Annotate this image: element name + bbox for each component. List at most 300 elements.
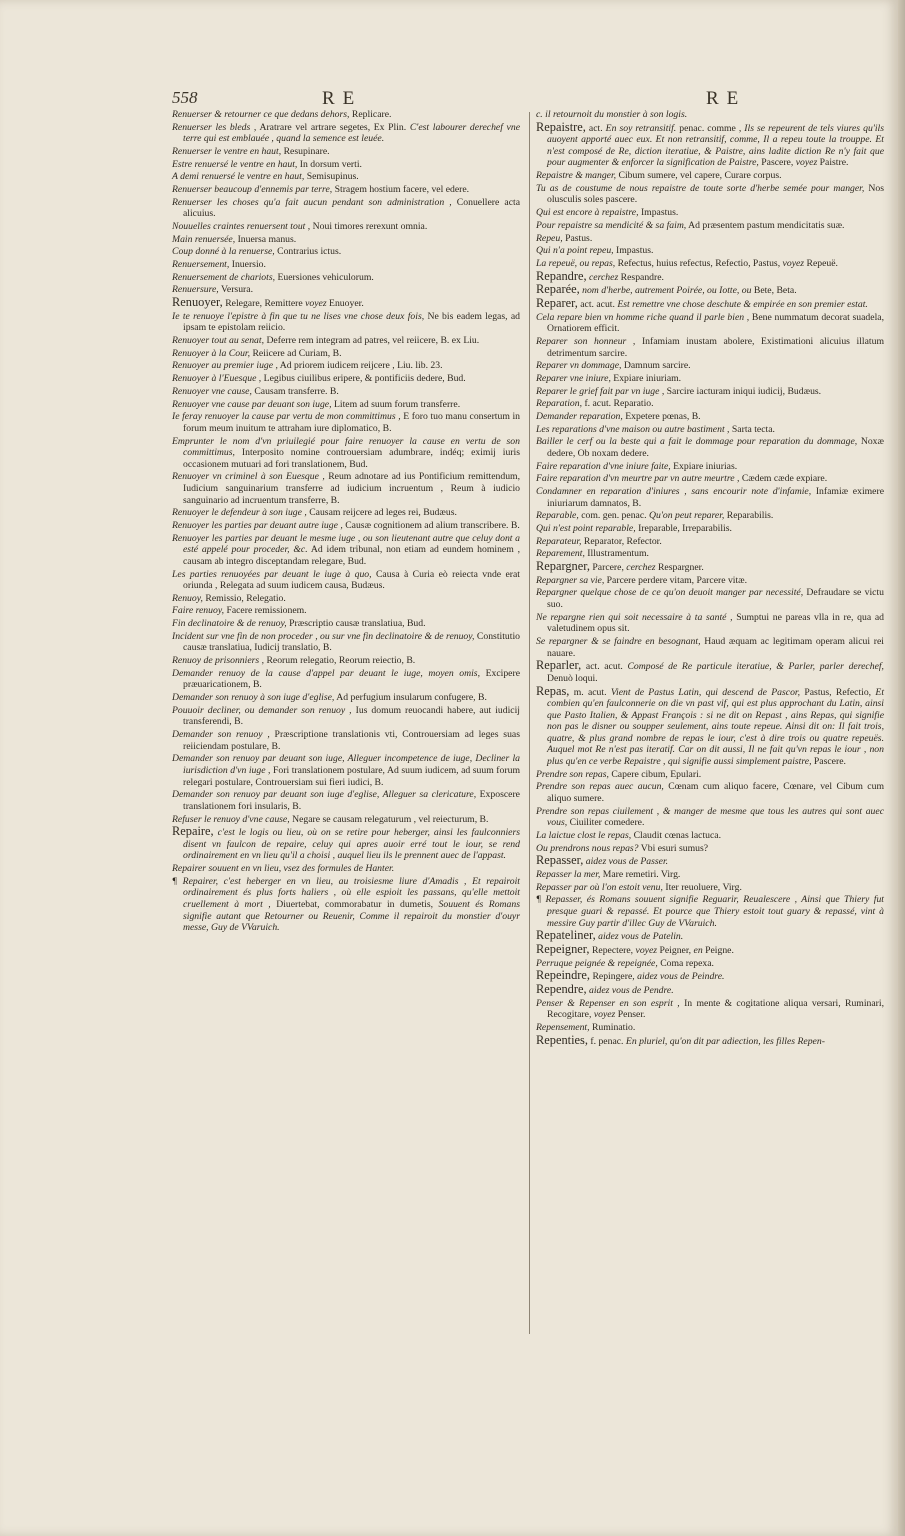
dictionary-entry [536,970,884,983]
entry-french-text: Repeu, [536,232,563,244]
dictionary-entry [536,1022,884,1034]
dictionary-entry [536,882,884,894]
dictionary-entry [536,245,884,257]
entry-headword: Repargner, [536,559,590,573]
dictionary-entry [536,360,884,372]
dictionary-entry [172,605,520,617]
entry-latin-text: act. acut. [581,661,623,673]
entry-latin-text: Interposito nomine controuersiam adumbrare, indéq; eximij iuris occasionem mutuari ad fori translationem, Bud. [183,447,520,470]
entry-latin-text: Penser. [615,1009,646,1021]
dictionary-entry [536,536,884,548]
entry-french-text: Ie te renuoye l'epistre à fin que tu ne lises vne chose deux fois, [172,310,425,322]
entry-latin-text: f. acut. Reparatio. [582,398,654,410]
entry-french-text: Renuoyer vn criminel à son Euesque , [172,471,325,483]
entry-latin-text: Damnum sarcire. [621,360,691,372]
dictionary-entry [536,373,884,385]
entry-french-text: Cela repare bien vn homme riche quand il parle bien , [536,311,750,323]
entry-french-text: Renuoyer les parties par deuant autre iuge , [172,519,343,531]
entry-french-text: Vient de Pastus Latin, qui descend de Pascor, [606,686,801,698]
entry-latin-text: m. acut. [569,686,607,698]
entry-latin-text: Cœnam cum aliquo facere, Cœnare, vel Cibum cum aliquo sumere. [547,781,884,805]
dictionary-entry [172,109,520,121]
entry-french-text: c. il retournoit du monstier à son logis. [536,109,688,120]
entry-french-text: Ils se repeurent de tels viures qu'ils auoyent apporté auec eux. Et non retransitif, comme, Il a repeu toute la trouppe. Et n'est composé de Re, diction iteratiue, & Paistre, ains ladite diction Re n'y fait que pour augmenter & enforcer la signification de Paistre, [547,122,885,169]
entry-french-text: Emprunter le nom d'vn priuilegié pour faire renuoyer la cause en vertu de son committimus, [172,435,520,459]
entry-latin-text: Expiare iniurias. [670,460,738,472]
entry-french-text: Renuoyer au premier iuge , [172,360,278,372]
entry-latin-text: Aratrare vel artrare segetes, Ex Plin. [256,121,407,133]
dictionary-entry [536,284,884,297]
dictionary-entry [172,297,520,310]
entry-french-text: Repasser la mer, [536,869,601,881]
dictionary-entry [172,234,520,246]
entry-latin-text: Enuoyer. [326,298,364,310]
entry-latin-text: Diuertebat, commorabatur in dumetis, [270,898,434,910]
entry-latin-text: Relegare, Remittere [222,298,306,310]
dictionary-entry [172,386,520,398]
dictionary-entry [172,221,520,233]
entry-french-text: Renuersure, [172,284,219,296]
dictionary-entry [536,998,884,1021]
entry-latin-text: Capere cibum, Epulari. [608,768,702,780]
entry-french-text: Renuoyer à la Cour, [172,347,251,359]
dictionary-entry [536,806,884,829]
entry-latin-text: Bene nummatum decorat suadela, Ornatiorem efficit. [547,311,884,335]
entry-french-text: Renuoyer vne cause par deuant son iuge, [172,398,332,410]
entry-latin-text: Claudit cœnas lactuca. [631,830,722,841]
entry-french-text: Renuerser le ventre en haut, [172,145,282,157]
entry-french-text: ¶ Repasser, és Romans souuent signifie Reguarir, Reualescere , Ainsi que Thiery fut presque guari & repassé. Et pource que Thiery estoit tout guary & repassé, vint à messire Guy partir d'illec Guy de VVaruich. [536,894,884,929]
entry-headword: Repas, [536,683,570,698]
entry-latin-text: Sarcire iacturam iniqui iudicij, Budæus. [664,385,822,397]
entry-latin-text: Defraudare se victu suo. [547,587,884,610]
entry-french-text: Incident sur vne fin de non proceder , ou sur vne fin declinatoire & de renuoy, [172,630,475,642]
entry-headword: Reparée, [536,282,580,297]
entry-french-text: Repensement, [536,1022,590,1034]
entry-french-text: Prendre son repas, [536,768,609,780]
entry-french-text: Renuerser beaucoup d'ennemis par terre, [172,184,333,196]
entry-french-text: Refuser le renuoy d'vne cause, [172,813,290,825]
dictionary-entry [172,272,520,284]
entry-latin-text: Ciuiliter comedere. [567,817,645,829]
dictionary-entry [536,486,884,509]
dictionary-entry [536,424,884,436]
entry-french-text: voyez [782,257,805,269]
entry-french-text: Fin declinatoire & de renuoy, [172,618,287,630]
entry-latin-text: Pastus, Refectio, [800,686,872,698]
dictionary-entry [172,655,520,667]
dictionary-entry [536,336,884,359]
dictionary-entry [172,348,520,360]
entry-latin-text: Remissio, Relegatio. [202,592,286,604]
dictionary-entry [536,561,884,574]
entry-latin-text: Cædem cæde expiare. [739,473,828,485]
entry-french-text: En soy retransitif. [602,122,677,134]
entry-french-text: Renuersement, [172,259,230,271]
entry-french-text: Bailler le cerf ou la beste qui a fait le dommage pour reparation du dommage, [536,436,858,448]
entry-french-text: Demander son renuoy à son iuge d'eglise, [172,692,335,704]
entry-french-text: Repasser par où l'on estoit venu, [536,881,663,893]
dictionary-entry [536,473,884,485]
entry-latin-text: Refectus, huius refectus, Refectio, Pastus, [615,257,783,269]
entry-latin-text: Repectere, [589,945,636,956]
entry-french-text: Qui est encore à repaistre, [536,207,639,219]
entry-latin-text: Ad idem tribunal, non etiam ad eundem hominem , causam ab integro disceptandam relegare, Bud. [183,544,520,567]
entry-latin-text: Reparabilis. [724,510,774,522]
dictionary-entry [536,119,885,169]
entry-latin-text: penac. comme , [676,122,742,134]
dictionary-entry [172,520,520,532]
entry-french-text: aidez vous de Patelin. [595,931,684,943]
entry-french-text: Repaistre & manger, [536,170,617,182]
entry-french-text: Nouuelles craintes renuersent tout , [172,221,311,232]
dictionary-entry [536,510,884,522]
entry-latin-text: Constitutio causæ translatiua, Iudicij translatio, B. [183,630,520,654]
entry-latin-text: Ad perfugium insularum confugere, B. [334,692,487,704]
dictionary-entry [172,814,520,826]
dictionary-entry [536,769,884,781]
dictionary-entry [536,984,884,997]
dictionary-entry [536,170,884,182]
dictionary-entry [172,729,520,752]
entry-french-text: Coup donné à la renuerse, [172,246,275,258]
entry-latin-text: Ad præsentem pastum mendicitatis suæ. [686,219,845,231]
entry-latin-text: Mare remetiri. Virg. [600,869,681,881]
entry-latin-text: Reum adnotare ad ius Pontificium remittendum, Iudicium sanguinarium transferre ad iudicium incruentum , Reum à iudicio sanguinario ad incruentum transferre, B. [183,471,521,506]
entry-french-text: Faire reparation d'vne iniure faite, [536,460,671,472]
entry-french-text: Pour repaistre sa mendicité & sa faim, [536,219,687,231]
entry-french-text: En pluriel, qu'on dit par adiection, les filles Repen- [623,1035,825,1047]
entry-french-text: Renuoyer le defendeur à son iuge , [172,507,307,519]
entry-french-text: Repairer souuent en vn lieu, vsez des formules de Hanter. [172,863,395,875]
entry-latin-text: Impastus. [638,207,679,219]
entry-french-text: en [693,945,703,956]
dictionary-entry [172,171,520,183]
page-edge-shadow [898,0,905,1536]
entry-french-text: Reparer son honneur , [536,335,636,347]
entry-french-text: Renuerser les choses qu'a fait aucun pendant son administration , [172,196,452,208]
entry-french-text: Demander reparation, [536,410,623,422]
entry-latin-text: Coma repexa. [657,957,714,969]
dictionary-entry [536,869,884,881]
entry-latin-text: Sumptui ne pareas vlla in re, qua ad valetudinem opus sit. [547,611,884,635]
entry-french-text: Ne repargne rien qui soit necessaire à ta santé , [536,611,733,623]
dictionary-entry [536,1032,884,1048]
entry-latin-text: Præscriptio causæ translatiua, Bud. [286,618,426,630]
dictionary-entry [172,593,520,605]
dictionary-entry [172,789,520,812]
entry-latin-text: Replicare. [349,109,392,120]
entry-french-text: Repargner quelque chose de ce qu'on deuoit manger par necessité, [536,587,804,599]
entry-french-text: Renuerser & retourner ce que dedans dehors, [172,109,350,120]
entry-latin-text: Causam reijcere ad leges rei, Budæus. [306,507,457,519]
dictionary-entry [536,386,884,398]
entry-french-text: Demander renuoy de la cause d'appel par deuant le iuge, moyen omis, [172,667,480,679]
entry-latin-text: Sarta tecta. [729,423,775,435]
entry-french-text: Reparer le grief fait par vn iuge , [536,385,665,397]
entry-french-text: Condamner en reparation d'iniures , sans encourir note d'infamie, [536,485,812,497]
entry-french-text: Prendre son repas auec aucun, [536,781,664,793]
entry-headword: Repasser, [536,853,584,868]
entry-headword: Renuoyer, [172,295,223,310]
dictionary-entry [172,411,520,434]
entry-latin-text: Præscriptione translationis vti, Controuersiam ad leges suas reiiciendam postulare, B. [183,729,520,752]
entry-french-text: Reparation, [536,398,583,410]
dictionary-entry [536,523,884,535]
dictionary-entry [172,311,520,334]
entry-french-text: voyez [593,1009,616,1021]
dictionary-entry [172,360,520,372]
entry-headword: Repandre, [536,268,587,283]
entry-french-text: Ie feray renuoyer la cause par vertu de mon committimus , [172,411,401,423]
entry-french-text: Renuoyer tout au senat, [172,335,265,347]
entry-latin-text: Fori translationem postulare, Ad suum iudicem, ad suum forum relegari postulare, Controuersiam sui fieri iudici, B. [183,764,520,788]
entry-latin-text: Facere remissionem. [224,605,307,617]
dictionary-entry [172,668,520,691]
dictionary-entry [536,295,884,311]
entry-latin-text: Haud æquam ac legitimam operam alicui rei nauare. [547,635,884,659]
entry-latin-text: Infamiæ eximere iniuriarum damnatos, B. [547,485,885,509]
dictionary-entry [536,183,884,206]
entry-french-text: Faire renuoy, [172,605,225,617]
entry-french-text: Tu as de coustume de nous repaistre de toute sorte d'herbe semée pour manger, [536,182,865,194]
entry-french-text: cerchez [589,271,619,283]
entry-headword: Repenties, [536,1032,588,1047]
entry-latin-text: Ireparable, Irreparabilis. [635,522,732,534]
entry-latin-text: Deferre rem integram ad patres, vel reiicere, B. ex Liu. [264,335,480,347]
entry-headword: Repaire, [172,824,214,839]
entry-french-text: Repargner sa vie, [536,574,605,586]
entry-latin-text: Exposcere translationem fori insularis, B. [183,789,520,812]
dictionary-entry [536,258,884,270]
dictionary-entry [536,855,884,868]
entry-latin-text: Illustramentum. [584,548,649,560]
entry-latin-text: E foro tuo manu consertum in forum meum inuitum te attraham iure diplomatico, B. [183,411,520,434]
entry-french-text: Perruque peignée & repeignée, [536,957,658,969]
entry-french-text: Reparer vn dommage, [536,360,622,372]
entry-french-text: Reparable, [536,510,579,522]
entry-latin-text: Legibus ciuilibus eripere, & pontificiis dedere, Bud. [261,373,466,385]
entry-latin-text: Pascere. [811,756,846,768]
dictionary-entry [536,398,884,410]
entry-latin-text: In dorsum verti. [297,158,362,170]
entry-french-text: Les parties renuoyées par deuant le iuge à quo, [172,568,372,580]
entry-latin-text: Negare se causam relegaturum , vel reiecturum, B. [289,813,489,825]
entry-headword: Reparer, [536,295,578,310]
entry-headword: Repaistre, [536,119,586,134]
dictionary-entry [536,612,884,635]
entry-french-text: aidez vous de Passer. [583,856,669,868]
dictionary-entry [172,863,520,875]
entry-latin-text: Excipere præuaricationem, B. [183,667,521,691]
entry-latin-text: Respargner. [655,562,704,573]
entry-french-text: nom d'herbe, autrement Poirée, ou Iotte, ou [579,285,752,297]
dictionary-column-left [172,109,520,935]
entry-latin-text: Impastus. [613,245,654,257]
dictionary-entry [172,159,520,171]
dictionary-entry [172,399,520,411]
entry-french-text: Renuoyer vne cause, [172,385,252,397]
entry-french-text: Demander son renuoy par deuant son iuge, Alleguer incompetence de iuge, Decliner la iurisdiction d'vn iuge , [172,753,520,776]
dictionary-entry [536,683,885,768]
entry-latin-text: Causa à Curia eò reiecta vnde erat oriunda , Relegata ad suum iudicem causa, Budæus. [183,568,520,592]
entry-latin-text: Reiicere ad Curiam, B. [250,347,342,359]
dictionary-entry [172,533,520,568]
dictionary-entry [172,753,520,788]
entry-french-text: Demander son renuoy , [172,729,270,741]
entry-latin-text: Parcere, [589,562,627,573]
entry-french-text: Reparateur, [536,535,582,547]
entry-latin-text: Pastus. [562,232,593,244]
entry-french-text: Qui n'est point reparable, [536,522,636,534]
entry-french-text: Composé de Re particule iteratiue, & Parler, parler derechef, [622,661,884,673]
entry-french-text: Estre renuersé le ventre en haut, [172,158,298,170]
column-divider [529,112,530,1334]
entry-french-text: voyez [635,945,658,956]
entry-headword: Rependre, [536,982,587,997]
entry-latin-text: Conuellere acta alicuius. [183,196,521,220]
entry-french-text: voyez [305,298,327,310]
entry-french-text: A demi renuersé le ventre en haut, [172,171,305,183]
dictionary-entry [536,436,884,459]
entry-french-text: Renuoyer à l'Euesque , [172,373,262,385]
entry-french-text: cerchez [626,562,656,573]
entry-latin-text: Ius domum reuocandi habere, aut iudicij transferendi, B. [183,704,520,728]
entry-latin-text: Bete, Beta. [751,285,797,297]
entry-latin-text: Cibum sumere, vel capere, Curare corpus. [616,170,782,182]
dictionary-entry [172,826,520,862]
entry-french-text: Pouuoir decliner, ou demander son renuoy , [172,704,352,716]
entry-french-text: Renuerser les bleds , [172,121,257,133]
dictionary-entry [172,246,520,258]
entry-latin-text: Iter reuoluere, Virg. [662,881,742,893]
entry-french-text: Se repargner & se faindre en besognant, [536,635,701,647]
dictionary-entry [536,894,884,929]
dictionary-entry [172,876,520,934]
entry-french-text: Penser & Repenser en son esprit , [536,997,680,1009]
entry-french-text: Faire reparation d'vn meurtre par vn autre meurtre , [536,473,740,485]
dictionary-entry [172,184,520,196]
entry-latin-text: Denuò loqui. [547,672,598,684]
dictionary-entry [172,284,520,296]
entry-french-text: c'est le logis ou lieu, où on se retire pour heberger, ainsi les faulconniers disent vn faulcon de repaire, celuy qui apres auoir erré tout le iour, se rend ordinairement en vn lieu qu'il a choisi , auquel lieu ils le prennent auec de l'appast. [183,827,520,862]
entry-french-text: aidez vous de Peindre. [637,971,725,983]
dictionary-entry [536,660,884,684]
dictionary-entry [172,471,520,506]
dictionary-entry [536,312,884,335]
entry-latin-text: Repingere, [590,971,638,983]
entry-french-text: La repeuë, ou repas, [536,257,616,269]
dictionary-entry [536,781,884,804]
entry-latin-text: Euersiones vehiculorum. [275,271,374,283]
entry-french-text: Et combien qu'en faulconnerie on die vn past vif, qui est plus approchant du Latin, ainsi que Pasto Italien, & Appast François : si ne dit on Repast , ains Repas, qui signifie non pas le disner ou soupper seulement, ains toute repeue. Ainsi dit on: Il fait trois, quatre, & plus grand nombre de repas le iour, c'est à dire trois ou quatre repeuës. Auquel mot Re n'est pas iteratif. Car on dit aussi, Il ne fait qu'vn repas le iour , non plus qu'en ce verbe Repaistre , qui signifie aussi simplement paistre, [547,686,885,768]
dictionary-entry [536,268,884,284]
dictionary-entry [536,207,884,219]
entry-latin-text: Noxæ dedere, Ob noxam dedere. [547,436,884,459]
entry-french-text: Prendre son repas ciuilement , & manger de mesme que tous les autres qui sont auec vous, [536,805,884,829]
entry-latin-text: Noui timores rerexunt omnia. [310,221,428,232]
entry-french-text: Renuoyer les parties par deuant le mesme iuge , ou son lieutenant autre que celuy dont a esté appelé pour proceder, &c. [172,532,520,556]
entry-french-text: Souuent és Romans signifie autant que Retourner ou Reuenir, Comme il repairoit du monstier d'ouyr messe, Guy de VVaruich. [183,898,521,934]
dictionary-entry [172,373,520,385]
dictionary-entry [172,335,520,347]
dictionary-entry [172,197,520,220]
dictionary-entry [536,411,884,423]
entry-latin-text: Reorum relegatio, Reorum reiectio, B. [264,655,416,667]
dictionary-entry [536,575,884,587]
dictionary-entry [172,436,520,471]
entry-headword: Repeindre, [536,968,591,983]
dictionary-entry [536,461,884,473]
entry-french-text: Renuoy de prisonniers , [172,655,265,667]
dictionary-entry [536,636,884,659]
dictionary-entry [172,569,520,592]
entry-french-text: aidez vous de Pendre. [586,985,674,997]
entry-french-text: Les reparations d'vne maison ou autre bastiment , [536,423,730,435]
entry-french-text: La laictue clost le repas, [536,830,632,841]
entry-latin-text: Infamiam inustam abolere, Existimationi alicuius illatum detrimentum sarcire. [547,335,884,359]
entry-latin-text: In mente & cogitatione aliqua versari, Ruminari, Recogitare, [547,997,884,1021]
entry-french-text: Demander son renuoy par deuant son iuge d'eglise, Alleguer sa clericature, [172,789,477,801]
entry-latin-text: Peigne. [702,945,734,956]
entry-latin-text: Versura. [218,284,253,296]
entry-french-text: Qu'on peut reparer, [646,510,725,522]
entry-headword: Reparler, [536,658,582,673]
entry-latin-text: Peigner, [657,945,694,956]
entry-latin-text: Semisupinus. [304,171,359,183]
entry-french-text: Est remettre vne chose deschute & empirée en son premier estat. [614,298,868,310]
entry-latin-text: Resupinare. [281,145,330,157]
entry-latin-text: Causam transferre. B. [251,385,339,397]
dictionary-entry [536,944,884,957]
entry-latin-text: Vbi esuri sumus? [638,842,709,854]
entry-headword: Repeigner, [536,942,590,956]
dictionary-entry [172,618,520,630]
entry-latin-text: Reparator, Refector. [581,535,662,547]
entry-latin-text: Ne bis eadem legas, ad ipsam te epistolam reiicio. [183,310,520,334]
dictionary-entry [536,233,884,245]
entry-latin-text: Pascere, [758,157,796,169]
entry-latin-text: Inuersio. [229,259,266,271]
entry-latin-text: Paistre. [817,157,849,169]
entry-latin-text: Ruminatio. [589,1022,636,1034]
entry-latin-text: Stragem hostium facere, vel edere. [332,184,470,196]
dictionary-entry [536,830,884,842]
entry-latin-text: f. penac. [587,1035,624,1047]
entry-french-text: voyez [795,157,818,169]
entry-latin-text: act. [585,122,603,134]
entry-latin-text: Contrarius ictus. [274,246,342,258]
entry-latin-text: Parcere perdere vitam, Parcere vitæ. [604,574,748,586]
entry-french-text: C'est labourer derechef vne terre qui est emblauée , quand la semence est leuée. [183,121,520,145]
entry-latin-text: act. acut. [577,298,615,310]
entry-latin-text: Litem ad suum forum transferre. [331,398,461,410]
dictionary-entry [536,587,884,610]
running-head-right: RE [706,88,747,109]
entry-french-text: Renuersement de chariots, [172,271,276,283]
entry-latin-text: Ad priorem iudicem reijcere , Liu. lib. 23. [277,360,443,372]
entry-french-text: Reparement, [536,548,585,560]
entry-latin-text: Respandre. [618,271,664,283]
entry-latin-text: Expiare iniuriam. [610,372,682,384]
entry-latin-text: Repeuë. [804,257,838,269]
running-head-left: RE [322,88,363,109]
entry-latin-text: Inuersa manus. [235,233,297,245]
page-number: 558 [172,88,198,107]
dictionary-entry [536,109,884,121]
entry-french-text: Renuoy, [172,592,203,604]
entry-french-text: ¶ Repairer, c'est heberger en vn lieu, au troisiesme liure d'Amadis , Et repairoit ordinairement és plus forts haliers , où elle espioit les passans, qu'elle mettoit cruellement à mort , [172,875,520,910]
